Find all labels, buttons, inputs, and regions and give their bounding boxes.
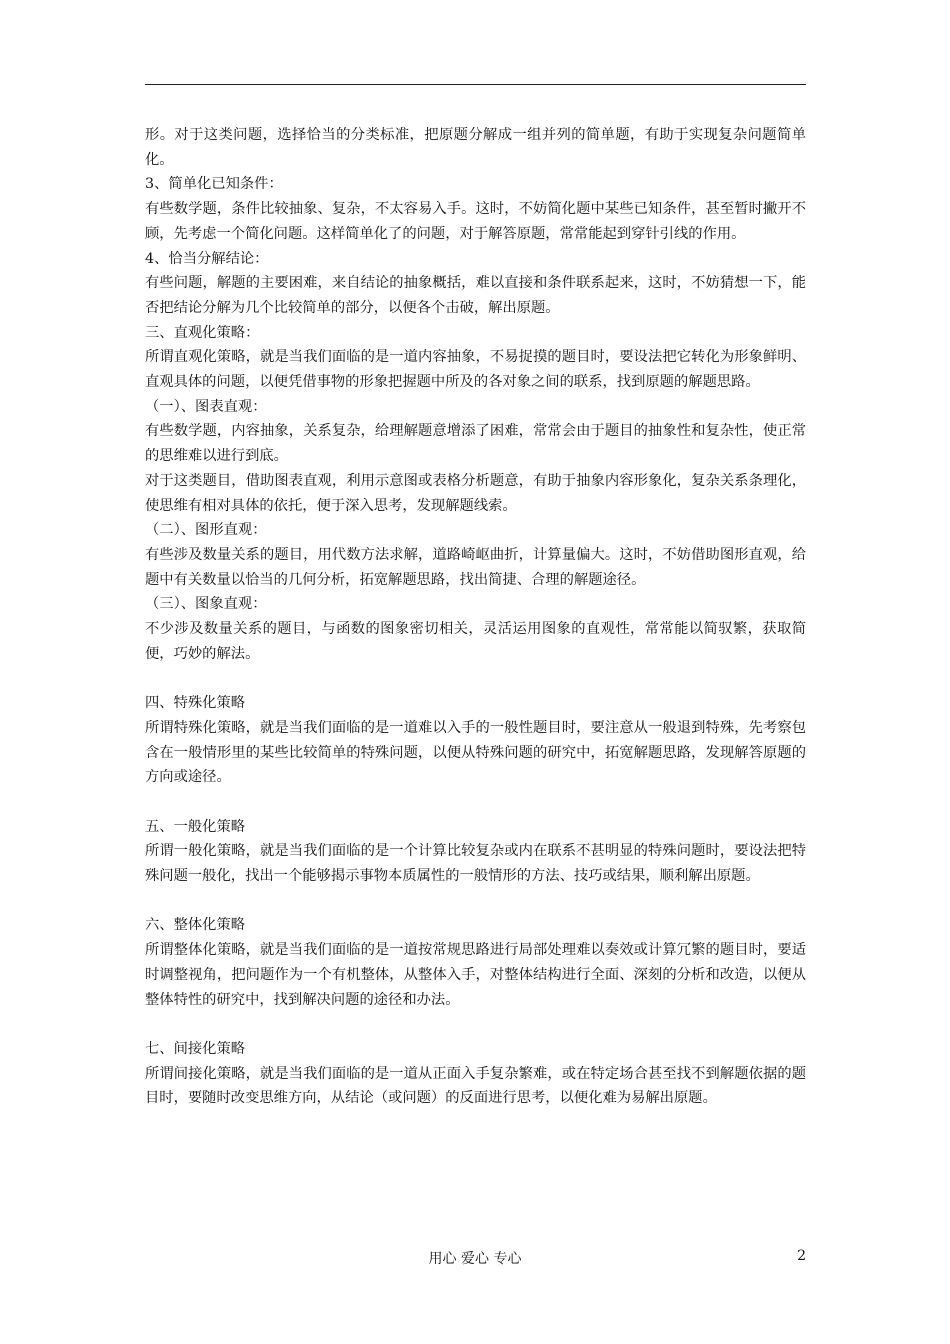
subheading: （二）、图形直观： [145,522,267,539]
header-rule [145,84,806,85]
paragraph: 有些涉及数量关系的题目，用代数方法求解，道路崎岖曲折，计算量偏大。这时，不妨借助图形直观，给题中有关数量以恰当的几何分析，拓宽解题思路，找出简捷、合理的解题途径。 [145,546,806,588]
paragraph: 对于这类题目，借助图表直观，利用示意图或表格分析题意，有助于抽象内容形象化，复杂关系条理化，使思维有相对具体的依托，便于深入思考，发现解题线索。 [145,472,806,514]
page-number: 2 [797,1248,806,1264]
paragraph: 所谓特殊化策略，就是当我们面临的是一道难以入手的一般性题目时，要注意从一般退到特殊，先考察包含在一般情形里的某些比较简单的特殊问题，以便从特殊问题的研究中，拓宽解题思路，发现解答原题的方向或途径。 [145,719,806,786]
footer-motto: 用心 爱心 专心 [428,1251,522,1267]
section-heading: 四、特殊化策略 [145,695,246,712]
blank-line [145,1012,806,1037]
paragraph: 有些数学题，条件比较抽象、复杂，不太容易入手。这时，不妨简化题中某些已知条件，甚至暂时撇开不顾，先考虑一个简化问题。这样简单化了的问题，对于解答原题，常常能起到穿针引线的作用。 [145,201,806,242]
subheading: （三）、图象直观： [145,596,267,613]
paragraph: 有些问题，解题的主要困难，来自结论的抽象概括，难以直接和条件联系起来，这时，不妨猜想一下，能否把结论分解为几个比较简单的部分，以便各个击破，解出原题。 [145,275,806,316]
paragraph: 形。对于这类问题，选择恰当的分类标准，把原题分解成一组并列的简单题，有助于实现复杂问题简单化。 [145,127,806,168]
blank-line [145,666,806,691]
paragraph: 所谓一般化策略，就是当我们面临的是一个计算比较复杂或内在联系不甚明显的特殊问题时，要设法把特殊问题一般化，找出一个能够揭示事物本质属性的一般情形的方法、技巧或结果，顺利解出原题。 [145,843,806,885]
blank-line [145,790,806,815]
subheading: 4、恰当分解结论： [145,250,269,267]
section-heading: 五、一般化策略 [145,818,246,835]
paragraph: 所谓间接化策略，就是当我们面临的是一道从正面入手复杂繁难，或在特定场合甚至找不到解题依据的题目时，要随时改变思维方向，从结论（或问题）的反面进行思考，以便化难为易解出原题。 [145,1065,806,1107]
paragraph: 有些数学题，内容抽象，关系复杂，给理解题意增添了困难，常常会由于题目的抽象性和复杂性，使正常的思维难以进行到底。 [145,423,806,465]
section-heading: 六、整体化策略 [145,917,246,934]
paragraph: 所谓直观化策略，就是当我们面临的是一道内容抽象，不易捉摸的题目时，要设法把它转化为形象鲜明、直观具体的问题，以便凭借事物的形象把握题中所及的各对象之间的联系，找到原题的解题思路。 [145,349,806,391]
document-body [145,123,806,1111]
subheading: 3、简单化已知条件： [145,176,283,193]
section-heading: 三、直观化策略： [145,324,260,341]
paragraph: 所谓整体化策略，就是当我们面临的是一道按常规思路进行局部处理难以奏效或计算冗繁的题目时，要适时调整视角，把问题作为一个有机整体，从整体入手，对整体结构进行全面、深刻的分析和改造，以便从整体特性的研究中，找到解决问题的途径和办法。 [145,942,806,1008]
blank-line [145,889,806,914]
section-heading: 七、间接化策略 [145,1040,246,1057]
paragraph: 不少涉及数量关系的题目，与函数的图象密切相关，灵活运用图象的直观性，常常能以简驭繁，获取简便，巧妙的解法。 [145,621,806,662]
subheading: （一）、图表直观： [145,398,267,415]
